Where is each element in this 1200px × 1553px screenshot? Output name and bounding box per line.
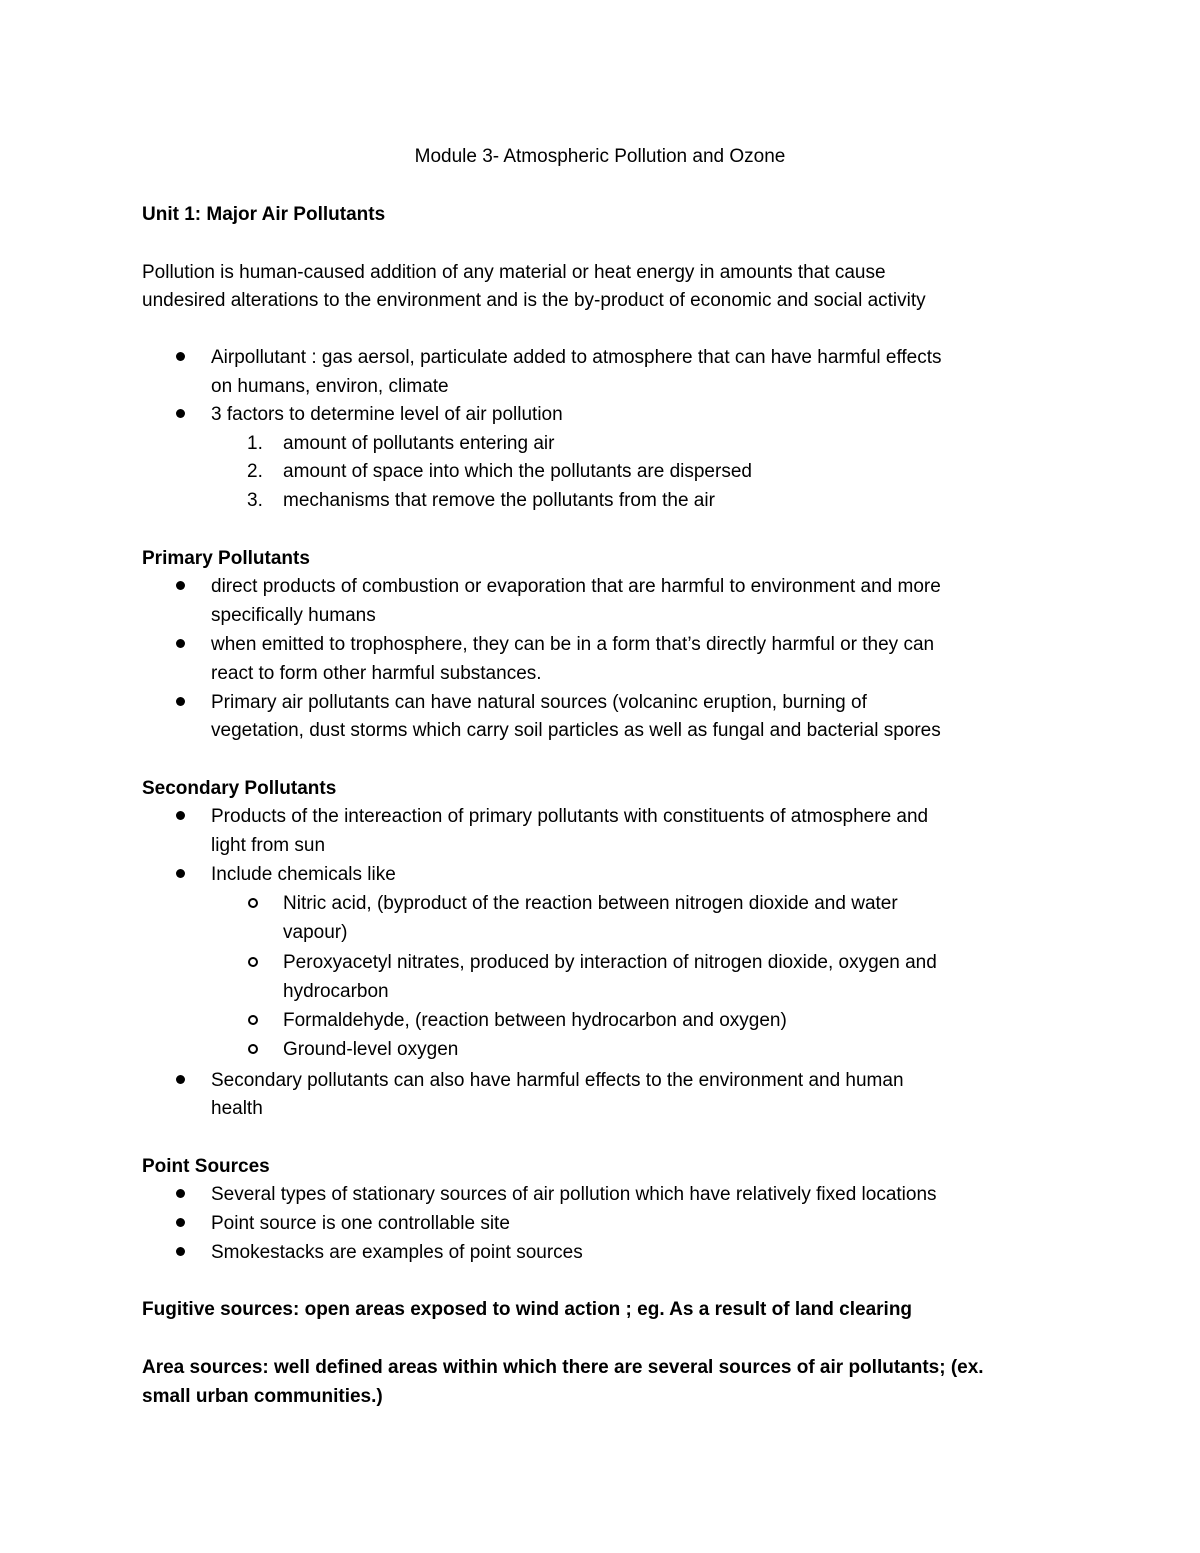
fugitive-sources: Fugitive sources: open areas exposed to wind action ; eg. As a result of land clearing: [142, 1299, 913, 1320]
section-heading-secondary: Secondary Pollutants: [142, 778, 337, 799]
bullet-icon: [176, 581, 185, 590]
list-number: 3.: [247, 490, 263, 511]
bullet-icon: [176, 1218, 185, 1227]
bullet-text: Smokestacks are examples of point sources: [211, 1242, 583, 1263]
sub-bullet-text: vapour): [283, 922, 348, 943]
bullet-text: Airpollutant : gas aersol, particulate added to atmosphere that can have harmful effects: [211, 347, 942, 368]
intro-line-1: Pollution is human-caused addition of any material or heat energy in amounts that cause: [142, 262, 886, 283]
bullet-text: Secondary pollutants can also have harmful effects to the environment and human: [211, 1070, 904, 1091]
sub-bullet-icon: [248, 1015, 258, 1025]
area-sources-line-2: small urban communities.): [142, 1386, 383, 1407]
bullet-icon: [176, 409, 185, 418]
bullet-text: Products of the intereaction of primary pollutants with constituents of atmosphere and: [211, 806, 929, 827]
sub-bullet-text: Formaldehyde, (reaction between hydrocarbon and oxygen): [283, 1010, 787, 1031]
section-heading-primary: Primary Pollutants: [142, 548, 310, 569]
bullet-icon: [176, 1247, 185, 1256]
numbered-item: amount of space into which the pollutants are dispersed: [283, 461, 752, 482]
bullet-text: 3 factors to determine level of air pollution: [211, 404, 563, 425]
bullet-icon: [176, 811, 185, 820]
bullet-text: react to form other harmful substances.: [211, 663, 542, 684]
document-title: Module 3- Atmospheric Pollution and Ozone: [414, 146, 786, 167]
bullet-text: Several types of stationary sources of air pollution which have relatively fixed locations: [211, 1184, 937, 1205]
bullet-text: specifically humans: [211, 605, 376, 626]
bullet-text: Primary air pollutants can have natural sources (volcaninc eruption, burning of: [211, 692, 867, 713]
sub-bullet-icon: [248, 1044, 258, 1054]
bullet-text: Point source is one controllable site: [211, 1213, 510, 1234]
bullet-text: on humans, environ, climate: [211, 376, 449, 397]
bullet-text: vegetation, dust storms which carry soil particles as well as fungal and bacterial spores: [211, 720, 941, 741]
intro-line-2: undesired alterations to the environment and is the by-product of economic and social activity: [142, 290, 926, 311]
bullet-icon: [176, 1189, 185, 1198]
numbered-item: amount of pollutants entering air: [283, 433, 555, 454]
bullet-text: Include chemicals like: [211, 864, 396, 885]
bullet-text: light from sun: [211, 835, 326, 856]
bullet-icon: [176, 1075, 185, 1084]
numbered-item: mechanisms that remove the pollutants from the air: [283, 490, 715, 511]
bullet-text: direct products of combustion or evaporation that are harmful to environment and more: [211, 576, 941, 597]
bullet-icon: [176, 697, 185, 706]
bullet-text: when emitted to trophosphere, they can be in a form that’s directly harmful or they can: [211, 634, 935, 655]
sub-bullet-icon: [248, 898, 258, 908]
sub-bullet-text: hydrocarbon: [283, 981, 389, 1002]
area-sources-line-1: Area sources: well defined areas within which there are several sources of air pollutants; (ex.: [142, 1357, 984, 1378]
bullet-text: health: [211, 1098, 263, 1119]
sub-bullet-text: Peroxyacetyl nitrates, produced by interaction of nitrogen dioxide, oxygen and: [283, 952, 937, 973]
bullet-icon: [176, 352, 185, 361]
list-number: 1.: [247, 433, 263, 454]
unit-heading: Unit 1: Major Air Pollutants: [142, 204, 386, 225]
bullet-icon: [176, 639, 185, 648]
sub-bullet-text: Nitric acid, (byproduct of the reaction between nitrogen dioxide and water: [283, 893, 898, 914]
sub-bullet-icon: [248, 957, 258, 967]
sub-bullet-text: Ground-level oxygen: [283, 1039, 459, 1060]
list-number: 2.: [247, 461, 263, 482]
section-heading-point: Point Sources: [142, 1156, 270, 1177]
bullet-icon: [176, 869, 185, 878]
